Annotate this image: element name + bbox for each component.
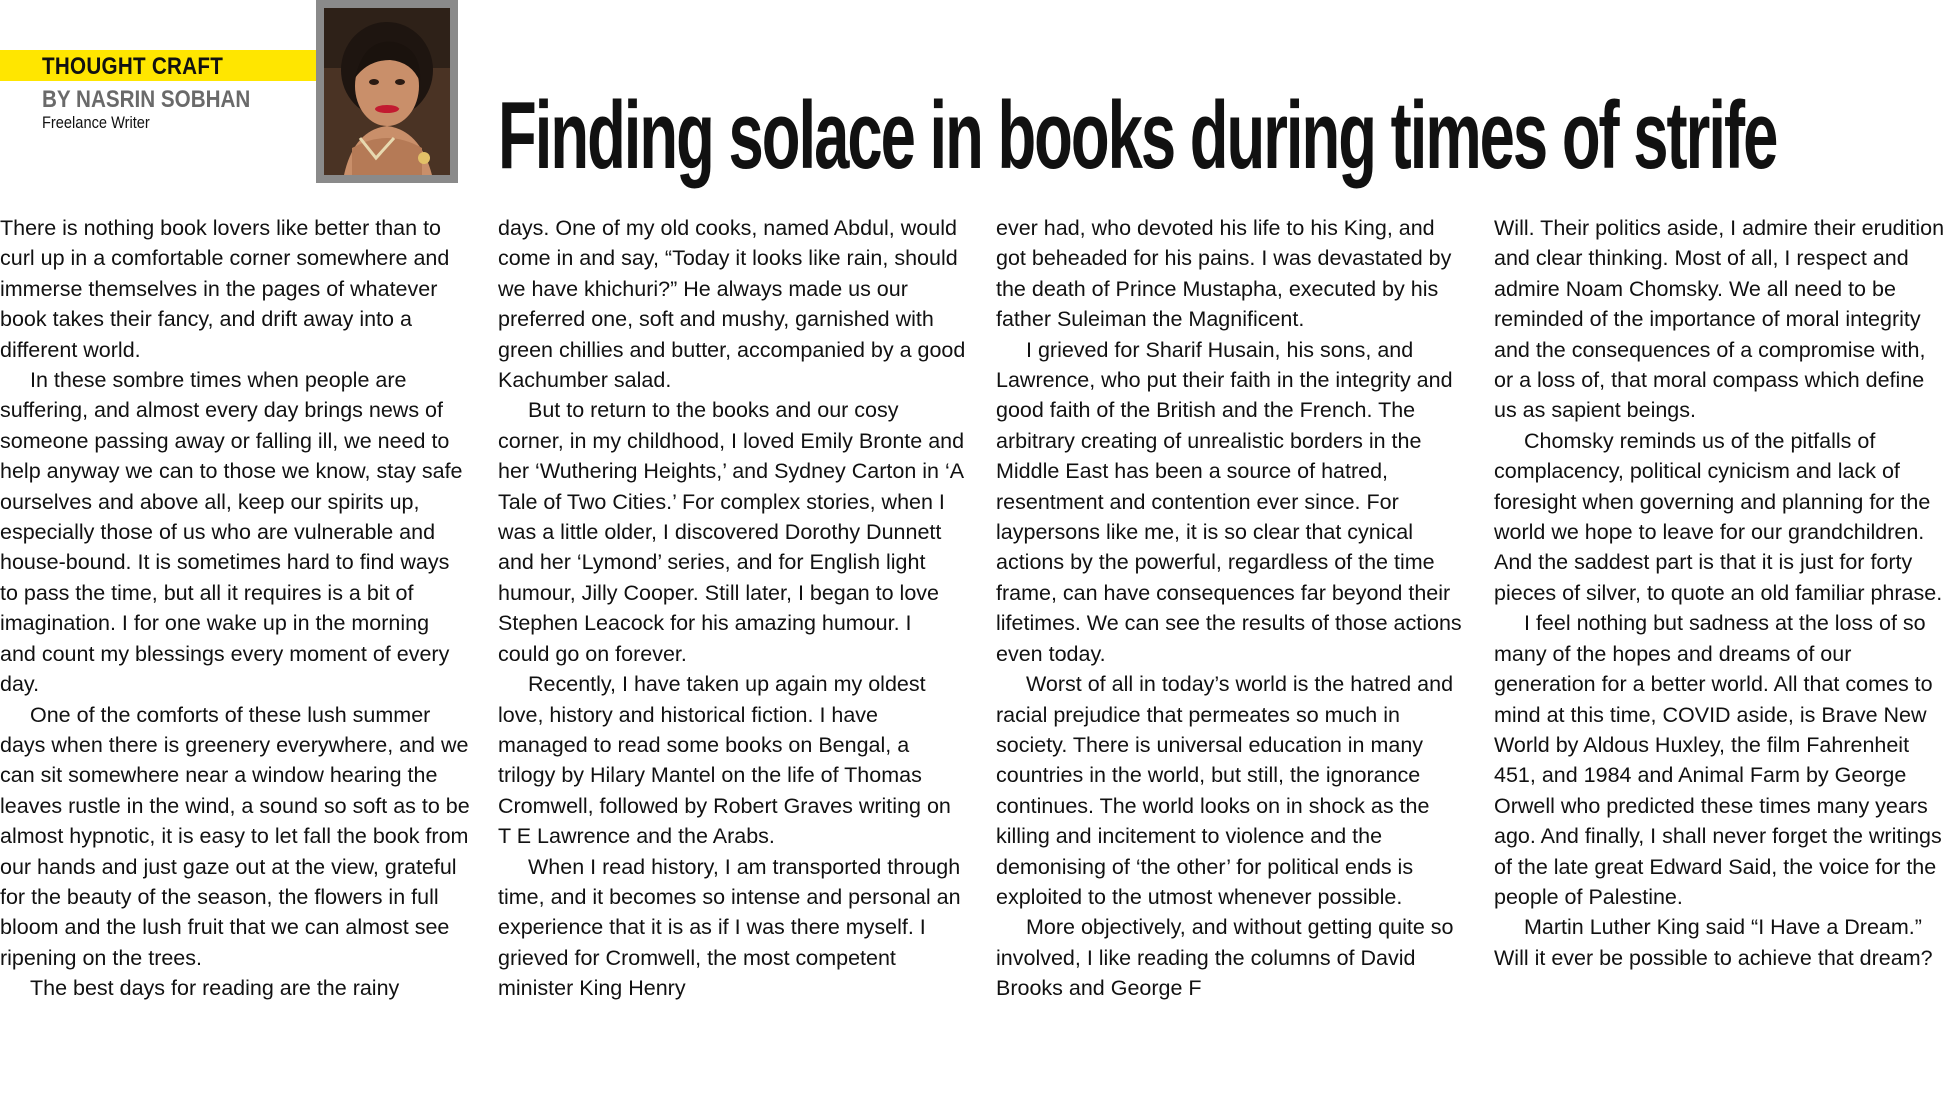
paragraph: ever had, who devoted his life to his King, and got beheaded for his pains. I was devastated by the death of Prince Mustapha, executed by his father Suleiman the Magnificent. (996, 216, 1452, 332)
article-body (0, 213, 1950, 1097)
paragraph: But to return to the books and our cosy corner, in my childhood, I loved Emily Bronte and her ‘Wuthering Heights,’ and Sydney Carton in ‘A Tale of Two Cities.’ For complex stories, when I was a little older, I discovered Dorothy Dunnett and her ‘Lymond’ series, and for English light humour, Jilly Cooper. Still later, I began to love Stephen Leacock for his amazing humour. I could go on forever. (498, 398, 965, 666)
article-column-2 (498, 213, 968, 1004)
author-role: Freelance Writer (42, 113, 150, 132)
paragraph: I grieved for Sharif Husain, his sons, and Lawrence, who put their faith in the integrity and good faith of the British and the French. The arbitrary creating of unrealistic borders in the Middle East has been a source of hatred, resentment and contention ever since. For laypersons like me, it is so clear that cynical actions by the powerful, regardless of the time frame, can have consequences far beyond their lifetimes. We can see the results of those actions even today. (996, 337, 1462, 666)
paragraph: Will. Their politics aside, I admire their erudition and clear thinking. Most of all, I respect and admire Noam Chomsky. We all need to be reminded of the importance of moral integrity and the consequences of a compromise with, or a loss of, that moral compass which define us as sapient beings. (1494, 216, 1945, 423)
paragraph: days. One of my old cooks, named Abdul, would come in and say, “Today it looks like rain, should we have khichuri?” He always made us our preferred one, soft and mushy, garnished with green chillies and butter, accompanied by a good Kachumber salad. (498, 216, 966, 393)
paragraph: Recently, I have taken up again my oldest love, history and historical fiction. I have managed to read some books on Bengal, a trilogy by Hilary Mantel on the life of Thomas Cromwell, followed by Robert Graves writing on T E Lawrence and the Arabs. (498, 672, 951, 849)
paragraph: Martin Luther King said “I Have a Dream.” Will it ever be possible to achieve that dream? (1494, 915, 1933, 970)
paragraph: When I read history, I am transported through time, and it becomes so intense and personal an experience that it is as if I was there myself. I grieved for Cromwell, the most competent minister King Henry (498, 854, 961, 1001)
article-column-3 (996, 213, 1466, 1004)
column-kicker: THOUGHT CRAFT (42, 53, 224, 80)
author-photo (324, 8, 450, 175)
paragraph: The best days for reading are the rainy (30, 976, 400, 1001)
paragraph: Worst of all in today’s world is the hatred and racial prejudice that permeates so much in society. There is universal education in many countries in the world, but still, the ignorance continues. The world looks on in shock as the killing and incitement to violence and the demonising of ‘the other’ for political ends is exploited to the utmost whenever possible. (996, 672, 1454, 909)
paragraph: In these sombre times when people are suffering, and almost every day brings news of someone passing away or falling ill, we need to help anyway we can to those we know, stay safe ourselves and above all, keep our spirits up, especially those of us who are vulnerable and house-bound. It is sometimes hard to find ways to pass the time, but all it requires is a bit of imagination. I for one wake up in the morning and count my blessings every moment of every day. (0, 368, 463, 697)
article-column-1 (0, 213, 470, 1004)
paragraph: There is nothing book lovers like better than to curl up in a comfortable corner somewhere and immerse themselves in the pages of whatever book takes their fancy, and drift away into a different world. (0, 216, 450, 362)
article-header (0, 0, 1950, 200)
author-portrait-illustration (324, 8, 450, 175)
paragraph: I feel nothing but sadness at the loss of so many of the hopes and dreams of our generation for a better world. All that comes to mind at this time, COVID aside, is Brave New World by Aldous Huxley, the film Fahrenheit 451, and 1984 and Animal Farm by George Orwell who predicted these times many years ago. And finally, I shall never forget the writings of the late great Edward Said, the voice for the people of Palestine. (1494, 611, 1942, 909)
paragraph: One of the comforts of these lush summer days when there is greenery everywhere, and we can sit somewhere near a window hearing the leaves rustle in the wind, a sound so soft as to be almost hypnotic, it is easy to let fall the book from our hands and just gaze out at the view, grateful for the beauty of the season, the flowers in full bloom and the lush fruit that we can almost see ripening on the trees. (0, 702, 470, 970)
paragraph: More objectively, and without getting quite so involved, I like reading the columns of David Brooks and George F (996, 915, 1454, 1001)
author-photo-frame (316, 0, 458, 183)
paragraph: Chomsky reminds us of the pitfalls of complacency, political cynicism and lack of foresight when governing and planning for the world we hope to leave for our grandchildren. And the saddest part is that it is just for forty pieces of silver, to quote an old familiar phrase. (1494, 428, 1943, 605)
author-byline: BY NASRIN SOBHAN (42, 86, 251, 113)
article-column-4 (1494, 213, 1950, 973)
headline: Finding solace in books during times of strife (498, 82, 1777, 189)
